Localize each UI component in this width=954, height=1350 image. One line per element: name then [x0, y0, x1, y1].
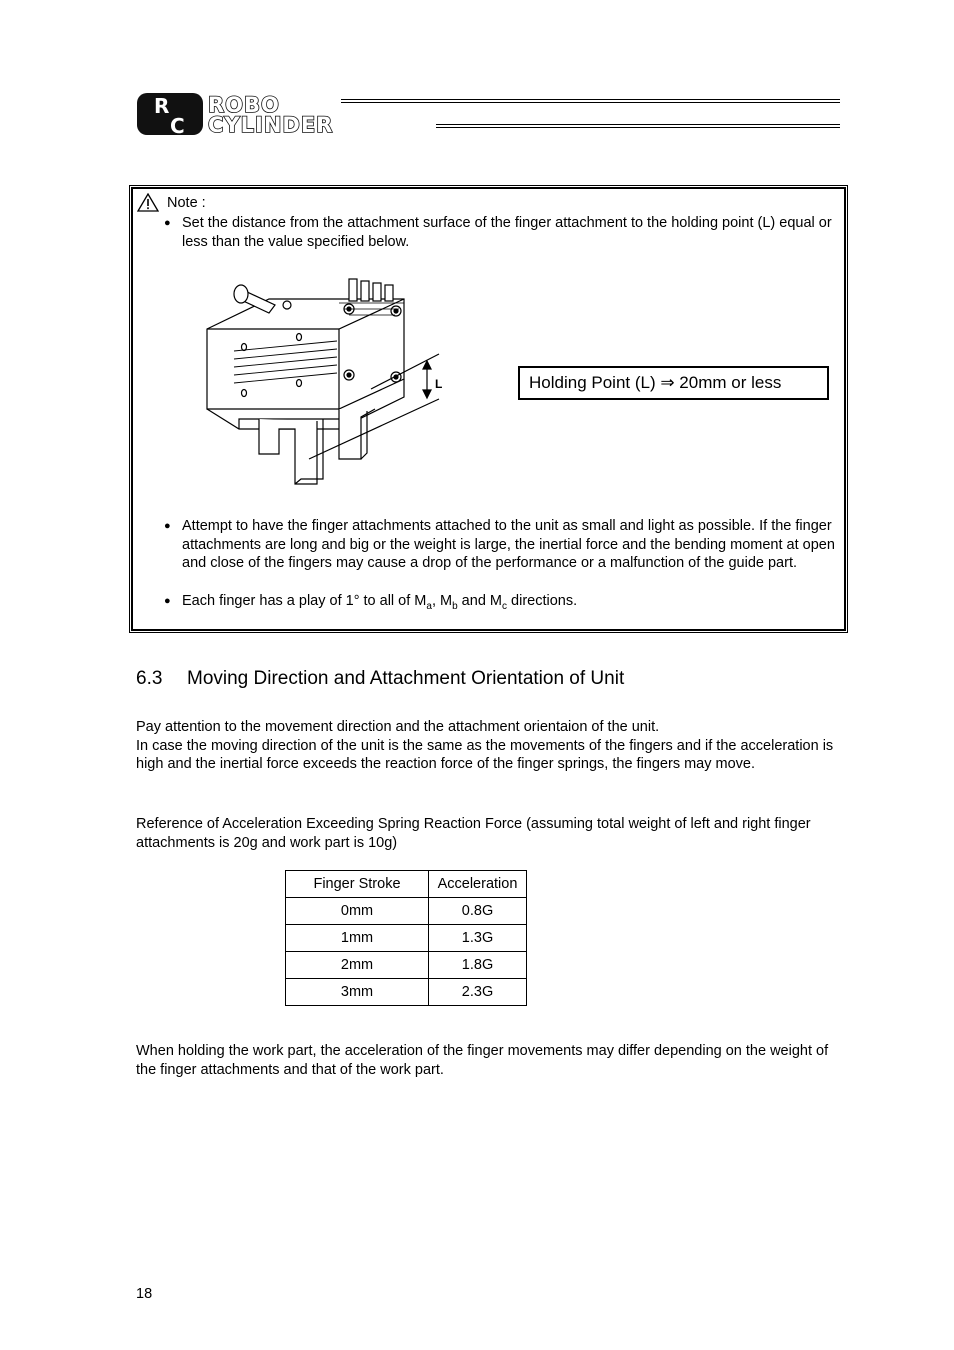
- table-cell-acceleration: 0.8G: [429, 898, 527, 925]
- bullet-icon: ●: [164, 520, 171, 532]
- table-cell-acceleration: 2.3G: [429, 979, 527, 1006]
- note-header: [137, 193, 206, 212]
- note-box: [131, 187, 846, 631]
- rc-logo-icon: [136, 92, 208, 138]
- note-bullet-1: [164, 214, 840, 251]
- warning-icon: [137, 193, 159, 212]
- note-label: Note :: [167, 194, 206, 211]
- logo-rule-top: [341, 99, 840, 103]
- table-cell-stroke: 3mm: [286, 979, 429, 1006]
- paragraph-3: When holding the work part, the acceleration of the finger movements may differ depending on the weight of the finger attachments and that of the work part.: [136, 1043, 829, 1078]
- logo-letter-r: R: [154, 94, 170, 118]
- note-bullet-2-text: Attempt to have the finger attachments attached to the unit as small and light as possible. If the finger attachments are long and big or the weight is large, the inertial force and the bending moment at open and close of the fingers may cause a drop of the performance or a malfunction of the guide part.: [182, 518, 835, 571]
- note-bullet-2: [164, 517, 840, 573]
- holding-point-callout: Holding Point (L) ⇒ 20mm or less: [518, 366, 829, 400]
- logo-rule-bottom: [436, 124, 840, 128]
- table-row: [286, 979, 527, 1006]
- table-header-row: [286, 871, 527, 898]
- table-header-acceleration: Acceleration: [429, 871, 527, 898]
- diagram-label-l: L: [435, 377, 443, 391]
- page-number: 18: [136, 1286, 153, 1302]
- table-cell-acceleration: 1.3G: [429, 925, 527, 952]
- table-row: [286, 898, 527, 925]
- gripper-diagram: [199, 269, 459, 509]
- logo-letter-c: C: [170, 114, 185, 138]
- acceleration-table: [285, 870, 527, 1006]
- table-cell-stroke: 2mm: [286, 952, 429, 979]
- note-bullet-3-text: Each finger has a play of 1° to all of $M_a$, $M_b$ and $M_c$ directions.: [182, 593, 578, 612]
- robo-cylinder-logo: [136, 92, 846, 138]
- note-bullet-1-text: Set the distance from the attachment surface of the finger attachment to the holding point (L) equal or less than the value specified below.: [182, 215, 832, 250]
- table-cell-stroke: 1mm: [286, 925, 429, 952]
- table-row: [286, 925, 527, 952]
- paragraph-1-line-1: Pay attention to the movement direction and the attachment orientaion of the unit.: [136, 719, 660, 735]
- logo-word-robo: ROBO: [208, 93, 280, 117]
- section-heading: [136, 668, 624, 690]
- bullet-icon: ●: [164, 595, 171, 607]
- table-cell-stroke: 0mm: [286, 898, 429, 925]
- logo-word-cylinder: CYLINDER: [208, 113, 334, 137]
- paragraph-2: Reference of Acceleration Exceeding Spring Reaction Force (assuming total weight of left and right finger attachments is 20g and work part is 10g): [136, 816, 811, 851]
- note-bullet-3: [164, 592, 840, 616]
- paragraph-1: [136, 718, 846, 774]
- bullet-icon: ●: [164, 217, 171, 229]
- section-title: Moving Direction and Attachment Orientation of Unit: [187, 668, 625, 689]
- table-cell-acceleration: 1.8G: [429, 952, 527, 979]
- table-row: [286, 952, 527, 979]
- table-header-finger-stroke: Finger Stroke: [286, 871, 429, 898]
- paragraph-1-line-2: In case the moving direction of the unit is the same as the movements of the fingers and if the acceleration is high and the inertial force exceeds the reaction force of the finger springs, the fingers may move.: [136, 737, 834, 772]
- section-number: 6.3: [136, 668, 163, 689]
